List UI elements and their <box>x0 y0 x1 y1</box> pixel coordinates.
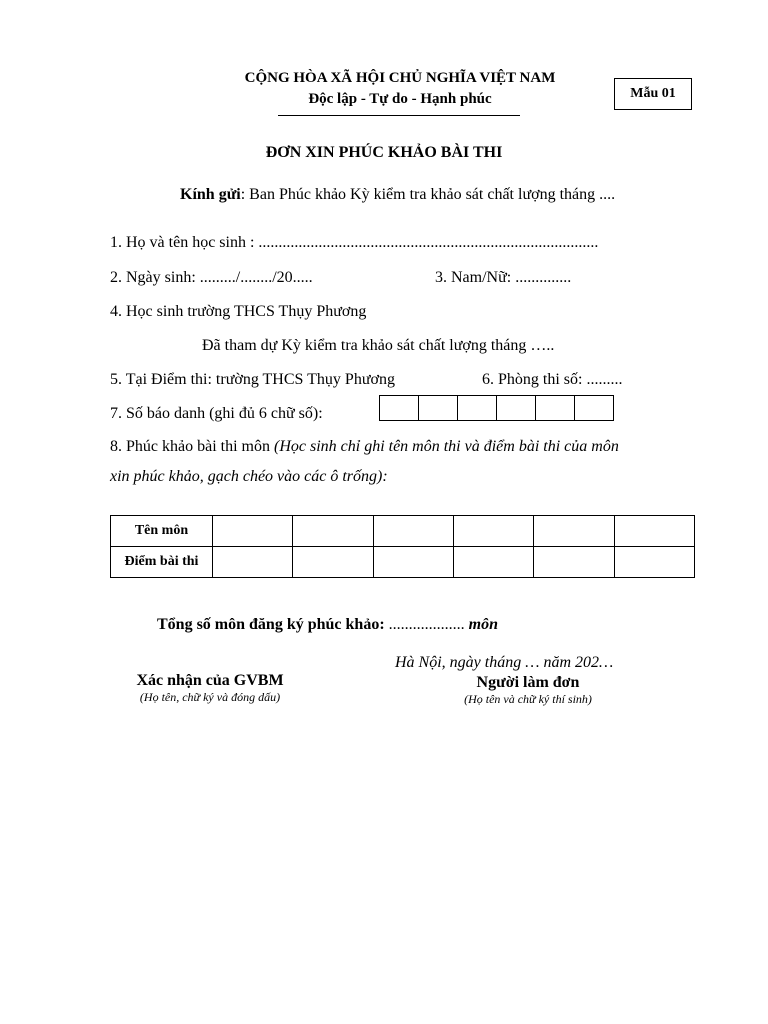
candidate-number-boxes[interactable] <box>379 395 614 421</box>
table-row <box>111 547 695 578</box>
table-cell[interactable] <box>453 516 533 547</box>
table-cell[interactable] <box>534 516 614 547</box>
subjects-note-continued: xin phúc khảo, gạch chéo vào các ô trống): <box>110 468 388 485</box>
motto: Độc lập - Tự do - Hạnh phúc <box>308 91 492 107</box>
subjects-note: (Học sinh chỉ ghi tên môn thi và điểm bài thi của môn <box>273 438 619 455</box>
table-cell[interactable] <box>534 547 614 578</box>
digit-box[interactable] <box>418 395 458 421</box>
field-student-name: 1. Họ và tên học sinh : ..................................................................................... <box>110 234 599 251</box>
document-title: ĐƠN XIN PHÚC KHẢO BÀI THI <box>265 144 503 161</box>
applicant-note: (Họ tên và chữ ký thí sinh) <box>464 692 592 706</box>
total-unit: môn <box>468 616 498 633</box>
country-header: CỘNG HÒA XÃ HỘI CHỦ NGHĨA VIỆT NAM <box>244 70 556 86</box>
table-cell[interactable] <box>373 547 453 578</box>
table-cell[interactable] <box>614 547 694 578</box>
teacher-confirmation-note: (Họ tên, chữ ký và đóng dấu) <box>139 690 281 704</box>
total-subjects-line <box>157 616 498 634</box>
recipient-text: : Ban Phúc khảo Kỳ kiểm tra khảo sát chất lượng tháng .... <box>240 186 616 203</box>
applicant-title: Người làm đơn <box>476 674 580 691</box>
digit-box[interactable] <box>574 395 614 421</box>
digit-box[interactable] <box>457 395 497 421</box>
recipient-line <box>180 186 615 204</box>
total-dots: ................... <box>384 616 469 633</box>
table-cell[interactable] <box>453 547 533 578</box>
row-label-subject: Tên môn <box>111 516 213 547</box>
field-candidate-number: 7. Số báo danh (ghi đủ 6 chữ số): <box>110 405 323 422</box>
subjects-table <box>110 515 695 578</box>
subjects-label: 8. Phúc khảo bài thi môn <box>110 438 274 455</box>
table-cell[interactable] <box>213 516 293 547</box>
table-cell[interactable] <box>293 516 373 547</box>
field-venue: 5. Tại Điểm thi: trường THCS Thụy Phương <box>110 371 395 388</box>
table-cell[interactable] <box>373 516 453 547</box>
field-school: 4. Học sinh trường THCS Thụy Phương <box>110 303 367 320</box>
digit-box[interactable] <box>379 395 419 421</box>
field-gender: 3. Nam/Nữ: .............. <box>435 269 572 286</box>
table-row <box>111 516 695 547</box>
motto-underline <box>278 115 520 116</box>
row-label-score: Điểm bài thi <box>111 547 213 578</box>
form-code-box: Mẫu 01 <box>614 78 692 110</box>
field-attended: Đã tham dự Kỳ kiểm tra khảo sát chất lượng tháng ….. <box>202 337 555 354</box>
table-cell[interactable] <box>614 516 694 547</box>
field-room: 6. Phòng thi số: ......... <box>482 371 623 388</box>
total-label: Tổng số môn đăng ký phúc khảo: <box>157 616 385 633</box>
digit-box[interactable] <box>535 395 575 421</box>
table-cell[interactable] <box>213 547 293 578</box>
recipient-label: Kính gửi <box>180 186 241 203</box>
teacher-confirmation-title: Xác nhận của GVBM <box>136 672 284 689</box>
field-subjects <box>110 438 619 456</box>
table-cell[interactable] <box>293 547 373 578</box>
digit-box[interactable] <box>496 395 536 421</box>
date-line: Hà Nội, ngày tháng … năm 202… <box>395 654 614 671</box>
field-date-of-birth: 2. Ngày sinh: ........./......../20..... <box>110 269 313 286</box>
